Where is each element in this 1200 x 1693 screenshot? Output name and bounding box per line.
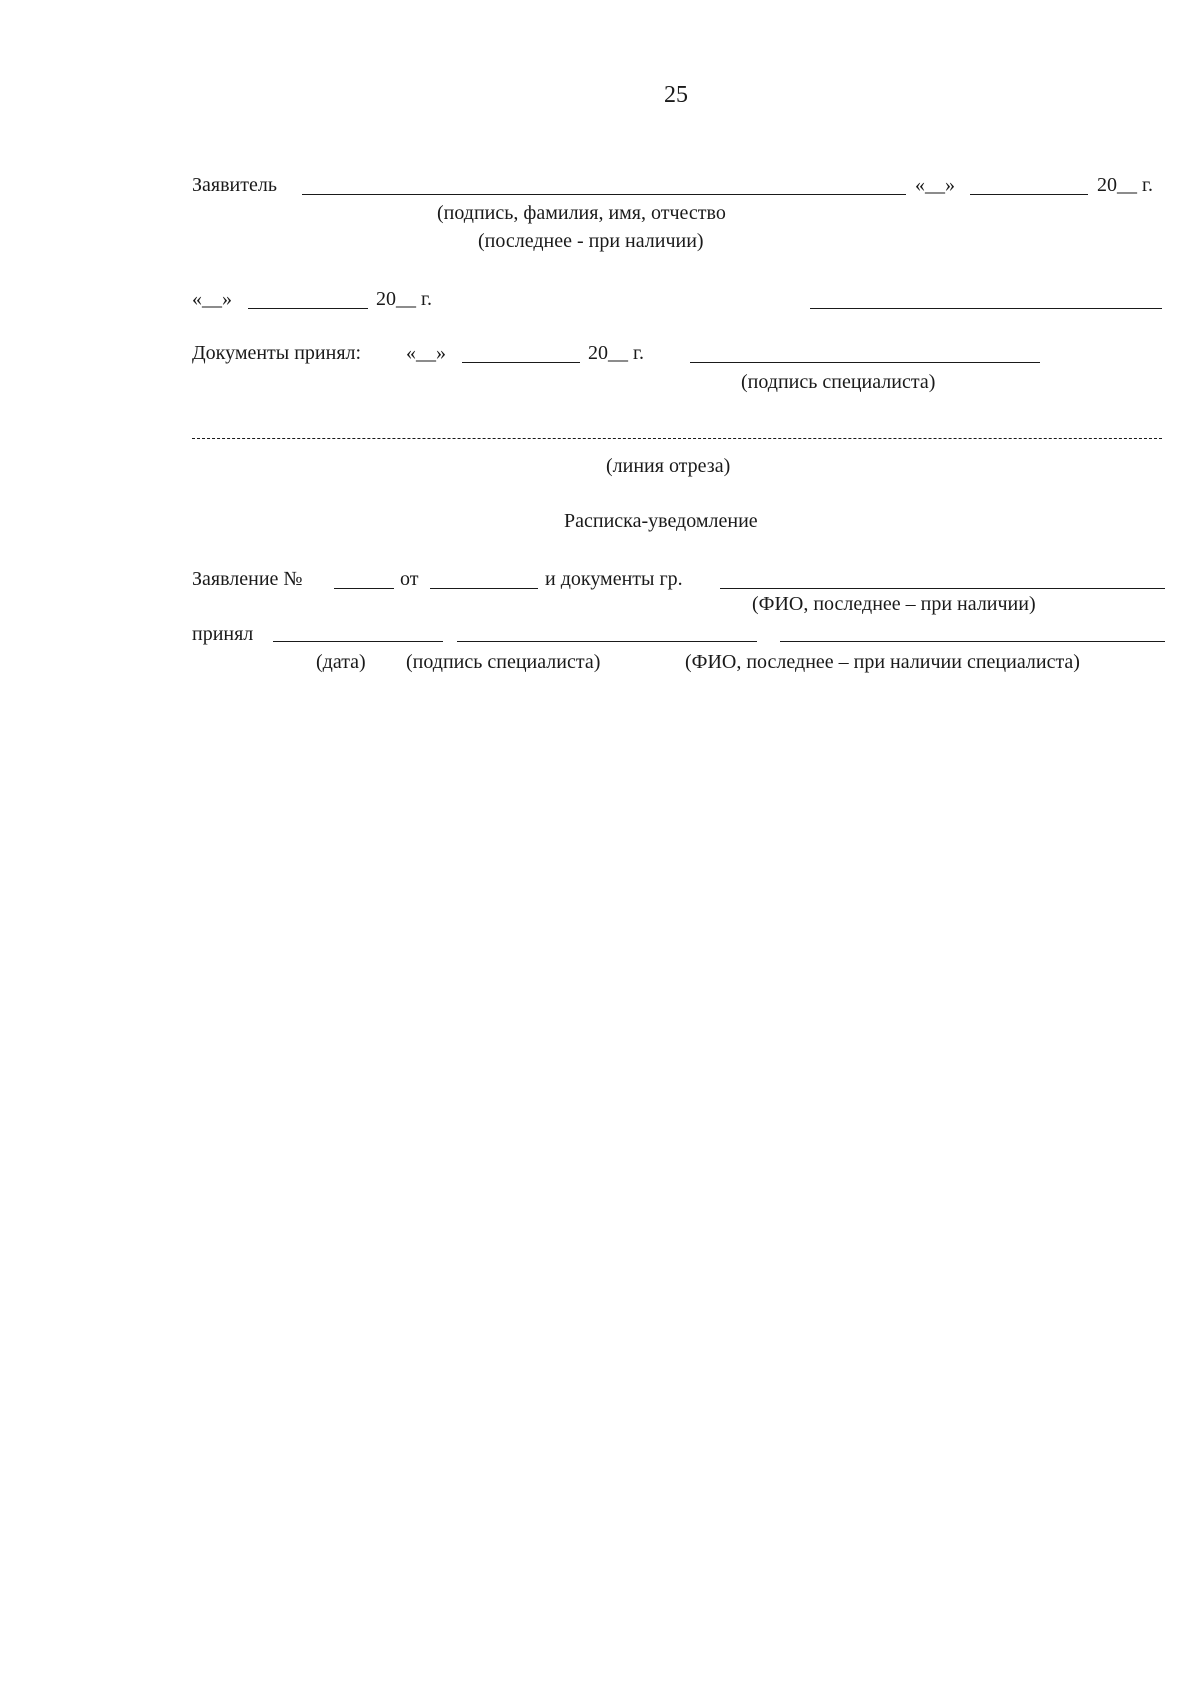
cut-line-caption: (линия отреза) [606, 455, 731, 477]
accepted-label: Документы принял: [192, 342, 362, 364]
date-row-year: 20__ г. [376, 288, 432, 310]
applicant-month-line [970, 194, 1088, 195]
statement-number-line [334, 588, 394, 589]
citizen-fio-line [720, 588, 1165, 589]
citizen-fio-caption: (ФИО, последнее – при наличии) [752, 593, 1036, 615]
applicant-signature-line [302, 194, 906, 195]
statement-date-line [430, 588, 538, 589]
receipt-date-line [273, 641, 443, 642]
accepted-date-quote: «__» [406, 342, 446, 364]
documents-citizen-label: и документы гр. [545, 568, 683, 590]
receipt-title: Расписка-уведомление [564, 510, 758, 532]
receipt-signature-line [457, 641, 757, 642]
applicant-caption-line2: (последнее - при наличии) [478, 230, 704, 252]
applicant-caption-line1: (подпись, фамилия, имя, отчество [437, 202, 726, 224]
receipt-date-caption: (дата) [316, 651, 366, 673]
statement-number-label: Заявление № [192, 568, 303, 590]
page-number: 25 [664, 82, 688, 108]
date-row-quote: «__» [192, 288, 232, 310]
applicant-date-quote: «__» [915, 174, 955, 196]
receipt-specialist-fio-line [780, 641, 1165, 642]
statement-from-label: от [400, 568, 419, 590]
accepted-signature-line [690, 362, 1040, 363]
applicant-year: 20__ г. [1097, 174, 1153, 196]
receipt-signature-caption: (подпись специалиста) [406, 651, 601, 673]
accepted-year: 20__ г. [588, 342, 644, 364]
date-row-month-line [248, 308, 368, 309]
receipt-specialist-fio-caption: (ФИО, последнее – при наличии специалиста) [685, 651, 1080, 673]
receipt-accepted-label: принял [192, 623, 254, 645]
date-row-signature-line [810, 308, 1162, 309]
applicant-label: Заявитель [192, 174, 277, 196]
accepted-caption: (подпись специалиста) [741, 371, 936, 393]
accepted-month-line [462, 362, 580, 363]
cut-dashed-line [192, 438, 1162, 439]
